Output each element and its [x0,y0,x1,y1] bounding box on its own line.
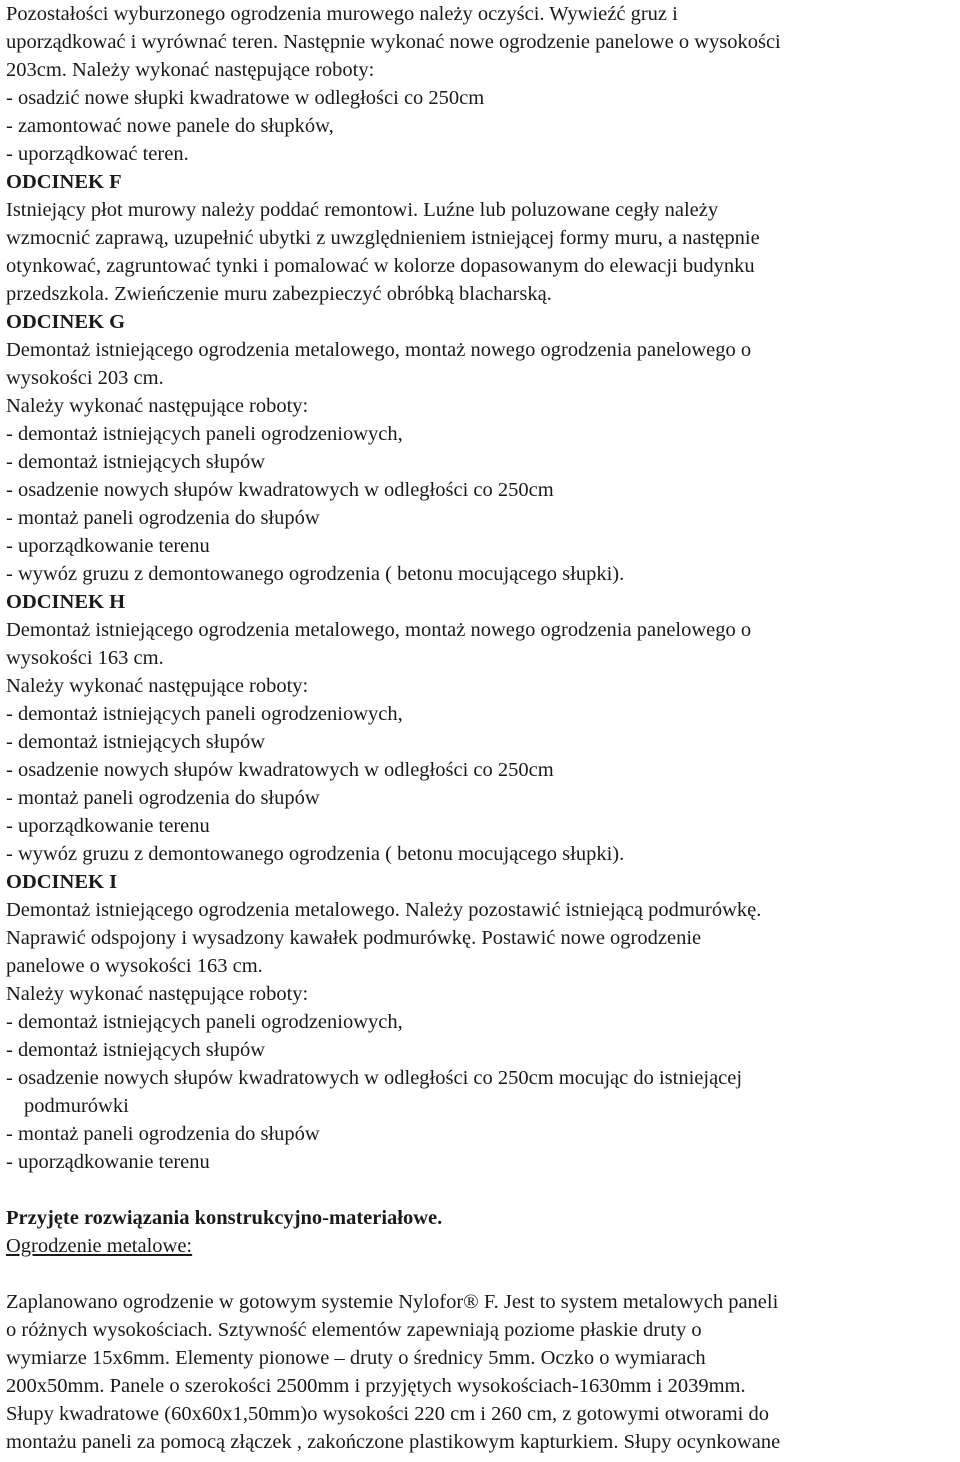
section-heading-solutions: Przyjęte rozwiązania konstrukcyjno-materiałowe. [6,1207,443,1229]
list-item: - uporządkowanie terenu [6,535,210,557]
text-line: Demontaż istniejącego ogrodzenia metalowego, montaż nowego ogrodzenia panelowego o [6,619,752,641]
text-line: 200x50mm. Panele o szerokości 2500mm i przyjętych wysokościach-1630mm i 2039mm. [6,1375,746,1397]
text-line: Należy wykonać następujące roboty: [6,675,309,697]
list-item: - uporządkowanie terenu [6,815,210,837]
text-line: Demontaż istniejącego ogrodzenia metalowego. Należy pozostawić istniejącą podmurówkę. [6,899,762,921]
text-line: Zaplanowano ogrodzenie w gotowym systemie Nylofor® F. Jest to system metalowych paneli [6,1291,779,1313]
list-item: - demontaż istniejących paneli ogrodzeniowych, [6,703,403,725]
blank-line [6,1176,958,1204]
list-item: - zamontować nowe panele do słupków, [6,115,334,137]
text-line: Należy wykonać następujące roboty: [6,983,309,1005]
subsection-heading-metal-fence: Ogrodzenie metalowe: [6,1235,193,1257]
list-item: - demontaż istniejących słupów [6,1039,266,1061]
text-line: o różnych wysokościach. Sztywność elementów zapewniają poziome płaskie druty o [6,1319,702,1341]
list-item: - demontaż istniejących słupów [6,451,266,473]
list-item: - montaż paneli ogrodzenia do słupów [6,787,320,809]
blank-line [6,1260,958,1288]
text-line: 203cm. Należy wykonać następujące roboty: [6,59,375,81]
list-item: - osadzenie nowych słupów kwadratowych w odległości co 250cm [6,479,554,501]
text-line: wysokości 163 cm. [6,647,164,669]
document-page [6,0,958,1456]
text-line: otynkować, zagruntować tynki i pomalować w kolorze dopasowanym do elewacji budynku [6,255,755,277]
section-heading-g: ODCINEK G [6,311,126,333]
text-line: wysokości 203 cm. [6,367,164,389]
section-heading-h: ODCINEK H [6,591,126,613]
list-item: - osadzenie nowych słupów kwadratowych w odległości co 250cm mocując do istniejącej [6,1067,743,1089]
list-item: - osadzenie nowych słupów kwadratowych w odległości co 250cm [6,759,554,781]
list-item: - demontaż istniejących paneli ogrodzeniowych, [6,1011,403,1033]
list-item-continuation: podmurówki [24,1095,129,1117]
list-item: - demontaż istniejących słupów [6,731,266,753]
text-line: Należy wykonać następujące roboty: [6,395,309,417]
text-line: Demontaż istniejącego ogrodzenia metalowego, montaż nowego ogrodzenia panelowego o [6,339,752,361]
list-item: - wywóz gruzu z demontowanego ogrodzenia ( betonu mocującego słupki). [6,843,625,865]
section-heading-i: ODCINEK I [6,871,118,893]
section-heading-f: ODCINEK F [6,171,122,193]
list-item: - uporządkować teren. [6,143,189,165]
list-item: - uporządkowanie terenu [6,1151,210,1173]
text-line: przedszkola. Zwieńczenie muru zabezpieczyć obróbką blacharską. [6,283,552,305]
list-item: - demontaż istniejących paneli ogrodzeniowych, [6,423,403,445]
text-line: panelowe o wysokości 163 cm. [6,955,263,977]
text-line: Istniejący płot murowy należy poddać remontowi. Luźne lub poluzowane cegły należy [6,199,719,221]
text-line: Słupy kwadratowe (60x60x1,50mm)o wysokości 220 cm i 260 cm, z gotowymi otworami do [6,1403,769,1425]
list-item: - wywóz gruzu z demontowanego ogrodzenia ( betonu mocującego słupki). [6,563,625,585]
list-item: - montaż paneli ogrodzenia do słupów [6,1123,320,1145]
text-line: montażu paneli za pomocą złączek , zakończone plastikowym kapturkiem. Słupy ocynkowane [6,1431,781,1453]
text-line: Naprawić odspojony i wysadzony kawałek podmurówkę. Postawić nowe ogrodzenie [6,927,702,949]
text-line: wymiarze 15x6mm. Elementy pionowe – druty o średnicy 5mm. Oczko o wymiarach [6,1347,706,1369]
list-item: - montaż paneli ogrodzenia do słupów [6,507,320,529]
text-line: Pozostałości wyburzonego ogrodzenia murowego należy oczyści. Wywieźć gruz i [6,3,678,25]
text-line: uporządkować i wyrównać teren. Następnie wykonać nowe ogrodzenie panelowe o wysokości [6,31,781,53]
list-item: - osadzić nowe słupki kwadratowe w odległości co 250cm [6,87,485,109]
text-line: wzmocnić zaprawą, uzupełnić ubytki z uwzględnieniem istniejącej formy muru, a następnie [6,227,760,249]
